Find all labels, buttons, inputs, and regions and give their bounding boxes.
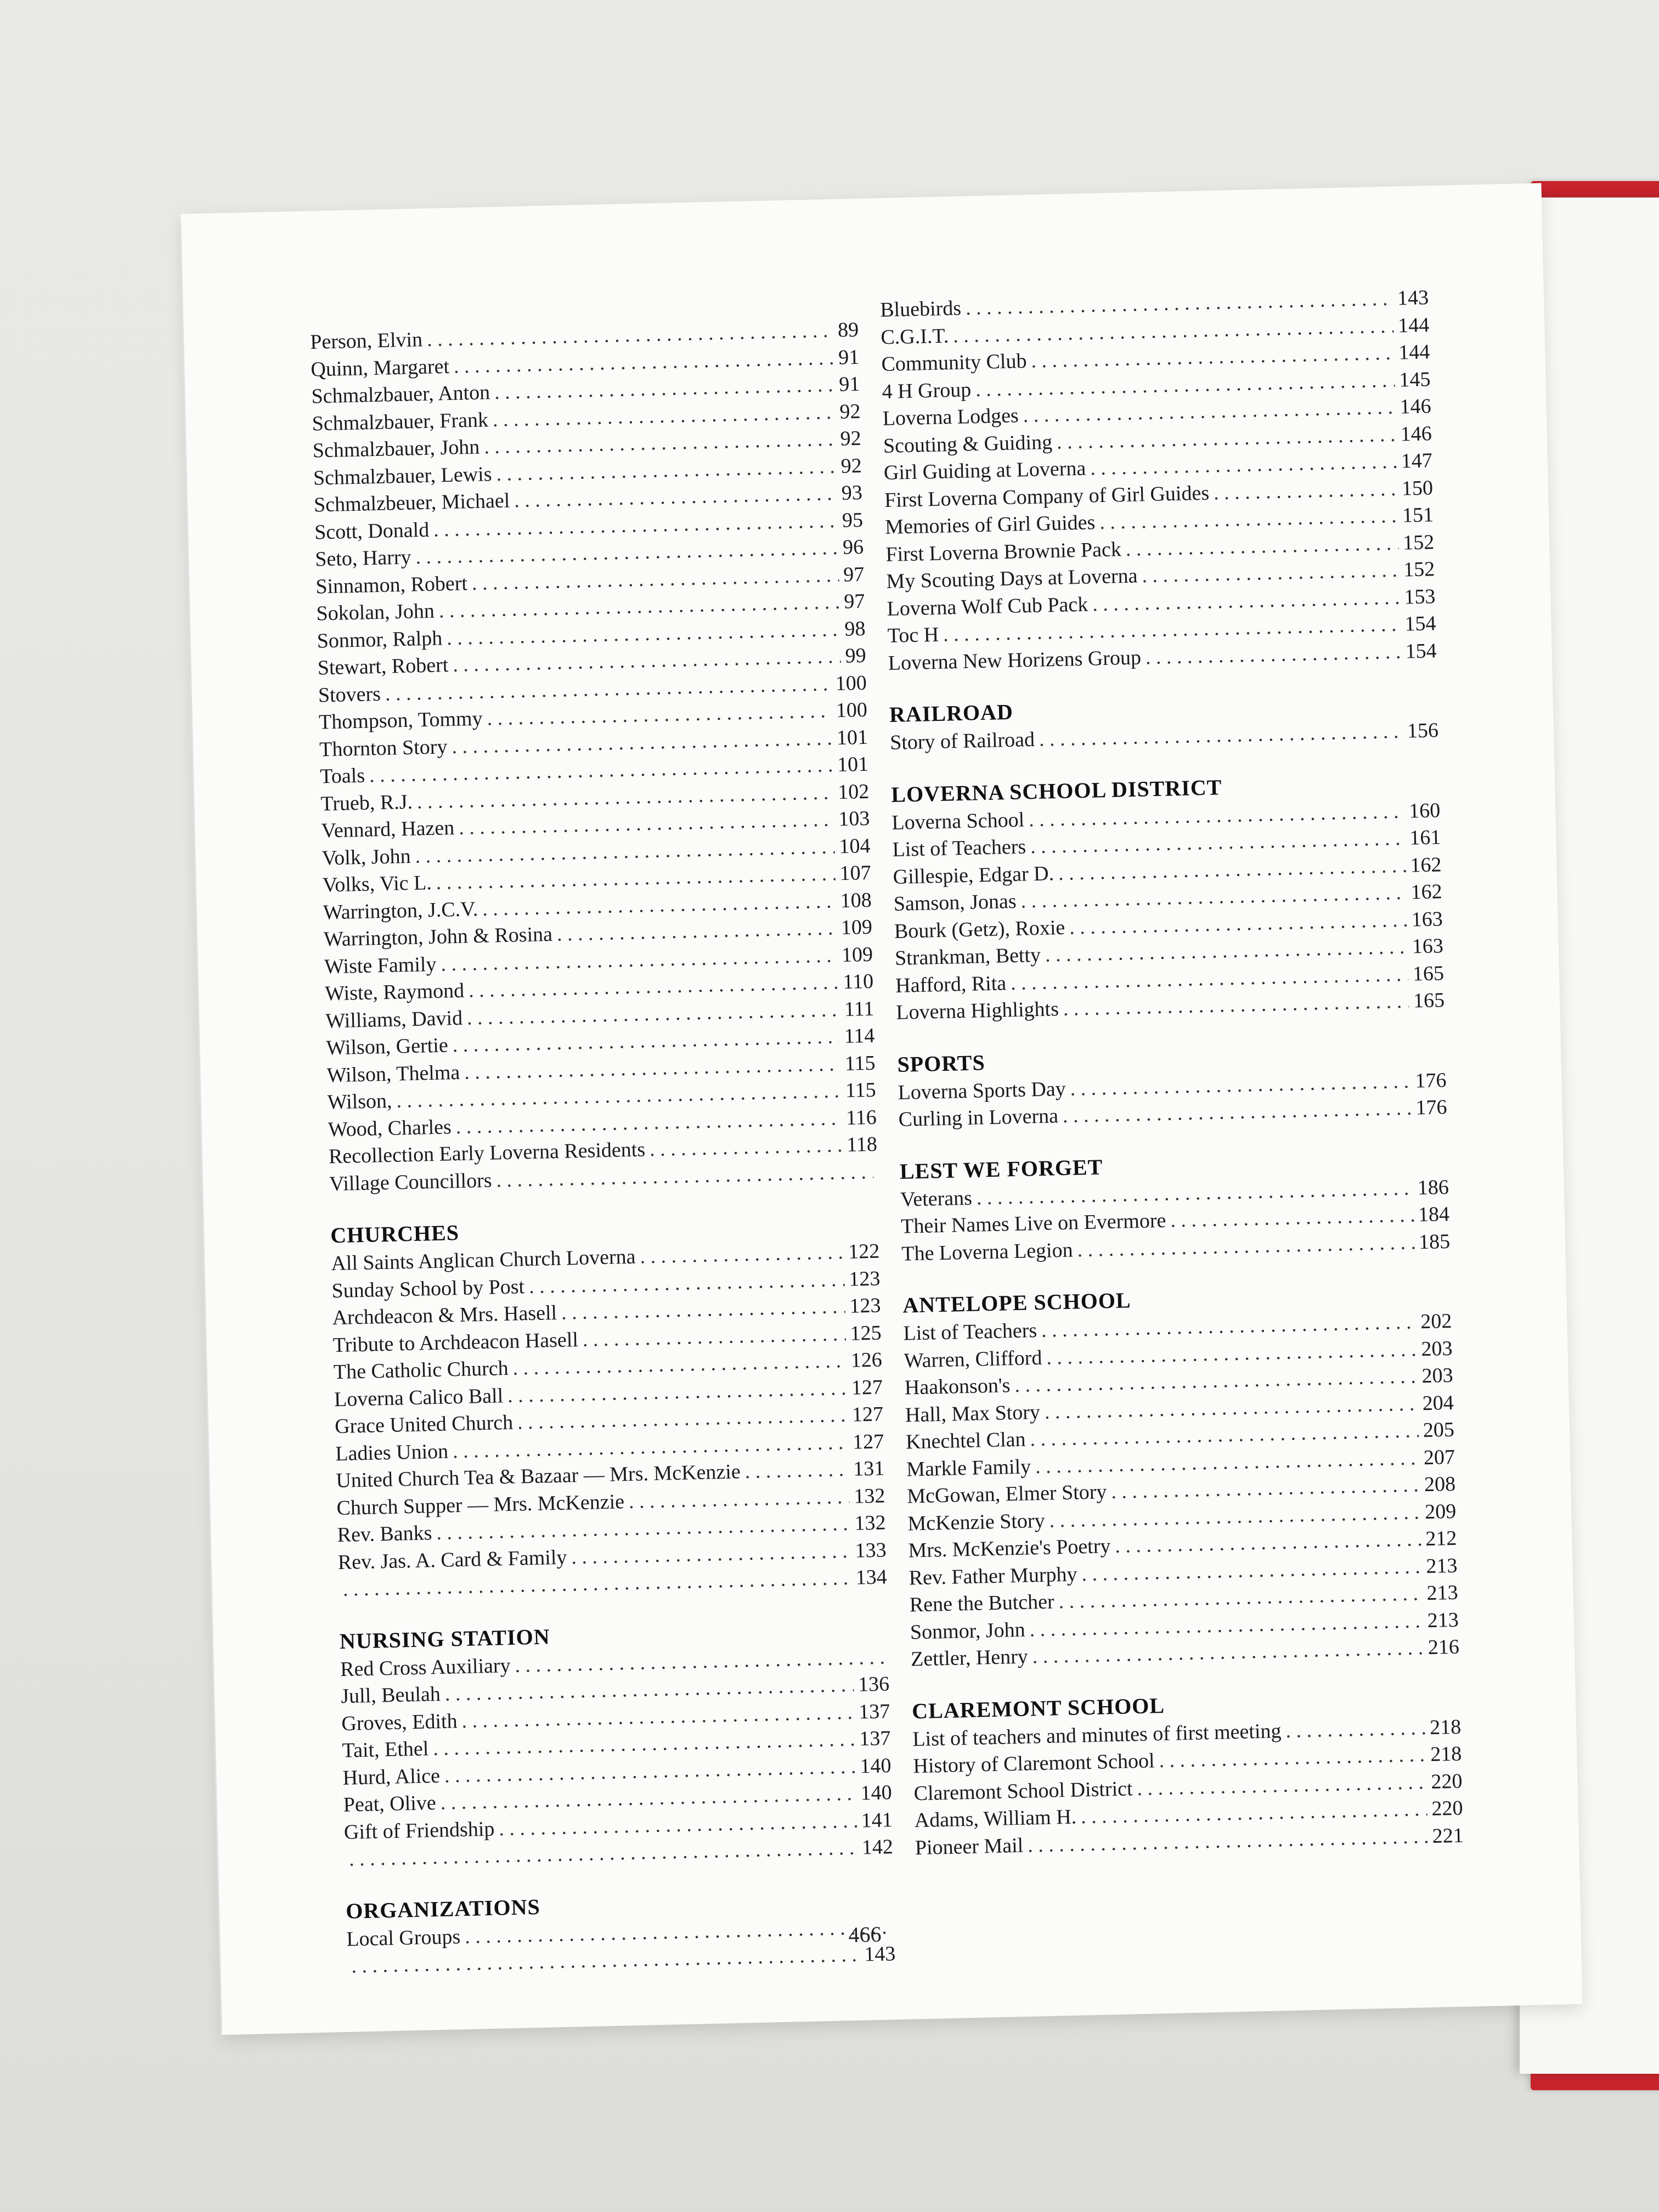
entry-title: Community Club [881,349,1027,376]
entry-title: Zettler, Henry [910,1645,1029,1671]
entry-page-number: 150 [1401,476,1434,500]
entry-title: List of teachers and minutes of first meeting [912,1719,1282,1751]
entry-page-number: 220 [1431,1796,1464,1821]
entry-page-number: 102 [837,780,870,804]
entry-page-number: 111 [844,997,874,1021]
entry-page-number: 203 [1421,1363,1454,1388]
entry-page-number: 131 [853,1457,885,1481]
entry-page-number: 118 [846,1132,878,1156]
entry-page-number: 127 [851,1375,883,1400]
entry-page-number: 162 [1410,880,1443,904]
entry-title: Wilson, Thelma [326,1060,460,1087]
entry-page-number: 125 [850,1321,882,1345]
entry-page-number: 126 [850,1348,883,1372]
entry-title: Loverna New Horizens Group [888,646,1142,675]
entry-title: Warrington, John & Rosina [323,922,553,951]
entry-page-number: 162 [1410,853,1442,877]
entry-page-number: 134 [855,1565,888,1589]
entry-title: United Church Tea & Bazaar — Mrs. McKenzie [335,1460,741,1493]
entry-title: Scott, Donald [314,518,430,544]
entry-page-number: 203 [1421,1336,1453,1361]
entry-page-number: 163 [1411,907,1443,931]
entry-title: Thompson, Tommy [318,707,483,734]
section-heading: LOVERNA SCHOOL DISTRICT [890,774,1222,807]
entry-title: My Scouting Days at Loverna [886,564,1138,594]
entry-title: 4 H Group [882,377,972,403]
entry-page-number: 216 [1427,1635,1460,1660]
entry-title: Samson, Jonas [893,889,1017,916]
entry-page-number: 207 [1423,1445,1455,1469]
entry-page-number: 184 [1418,1203,1450,1227]
entry-page-number: 205 [1423,1418,1455,1442]
entry-title: Sokolan, John [316,599,435,625]
entry-title: Vennard, Hazen [321,816,455,843]
entry-page-number: 176 [1415,1096,1448,1120]
entry-page-number: 115 [844,1051,876,1075]
entry-page-number: 218 [1429,1715,1462,1739]
entry-title: Grace United Church [334,1410,514,1438]
entry-title: Sonmor, John [910,1618,1026,1644]
entry-title: Jull, Beulah [340,1682,441,1708]
entry-page-number: 91 [838,345,860,369]
entry-page-number: 152 [1402,530,1435,555]
entry-page-number: 136 [857,1672,890,1696]
entry-title: Pioneer Mail [915,1833,1024,1859]
entry-page-number: 92 [840,454,862,478]
dot-leader [1145,638,1401,671]
entry-page-number: 154 [1404,612,1436,636]
entry-title: All Saints Anglican Church Loverna [331,1245,636,1276]
page-number: 466 [848,1921,882,1948]
entry-page-number: 97 [843,589,865,613]
entry-title: Toc H [887,623,939,647]
entry-page-number: 176 [1414,1068,1447,1092]
entry-title: The Loverna Legion [901,1238,1074,1266]
entry-title: Local Groups [346,1925,461,1951]
entry-title: Hurd, Alice [342,1764,441,1790]
entry-page-number: 165 [1413,989,1445,1013]
entry-title: Volk, John [321,844,411,870]
entry-title: List of Teachers [903,1319,1037,1345]
entry-title: Schmalzbauer, Anton [311,381,490,408]
entry-title: Volks, Vic L. [322,871,432,897]
entry-page-number: 140 [860,1781,893,1805]
entry-title: Toals [319,764,365,788]
entry-title: List of Teachers [892,835,1026,861]
entry-title: Wood, Charles [328,1115,452,1141]
entry-title: Thornton Story [319,735,448,761]
entry-title: Warrington, J.C.V. [323,897,478,924]
entry-page-number: 99 [845,644,867,668]
entry-title: Rev. Jas. A. Card & Family [337,1545,567,1574]
entry-title: Rev. Father Murphy [909,1562,1077,1590]
entry-page-number: 218 [1430,1742,1462,1767]
entry-page-number: 142 [861,1835,894,1859]
entry-title: Wilson, [327,1089,393,1114]
entry-title: Peat, Olive [343,1791,437,1817]
entry-title: Claremont School District [913,1776,1133,1805]
entry-title: Village Councillors [329,1169,492,1195]
entry-page-number: 204 [1422,1391,1454,1415]
entry-title: Seto, Harry [314,545,411,571]
entry-title: Schmalzbauer, John [312,435,480,462]
entry-page-number: 220 [1430,1769,1463,1793]
entry-page-number: 165 [1412,961,1444,985]
dot-leader [628,1483,850,1515]
entry-page-number: 161 [1409,826,1441,850]
entry-page-number: 109 [841,943,873,967]
entry-page-number: 114 [844,1024,875,1048]
toc-left-column [310,317,896,1980]
entry-title: Bourk (Getz), Roxie [894,916,1065,943]
entry-title: Tait, Ethel [342,1737,429,1763]
entry-page-number: 137 [858,1699,890,1724]
entry-page-number: 132 [853,1483,885,1508]
entry-page-number: 152 [1403,557,1435,582]
entry-title: Loverna Wolf Cub Pack [887,592,1088,620]
entry-title: Schmalzbeuer, Michael [313,489,510,517]
entry-page-number: 103 [838,806,870,831]
entry-page-number: 209 [1424,1499,1457,1523]
entry-page-number: 92 [839,399,861,424]
entry-page-number: 144 [1397,313,1430,337]
entry-page-number: 137 [859,1726,891,1751]
entry-page-number: 154 [1405,639,1437,663]
entry-title: Loverna School [891,808,1025,834]
entry-page-number: 101 [836,725,868,749]
entry-page-number: 92 [840,426,862,450]
entry-title: Sunday School by Post [331,1274,525,1302]
entry-page-number: 185 [1418,1229,1451,1254]
entry-title: Warren, Clifford [904,1346,1042,1373]
entry-page-number: 213 [1426,1581,1459,1605]
entry-title: Loverna Sports Day [898,1077,1066,1104]
entry-title: Hall, Max Story [905,1400,1041,1427]
entry-title: Wilson, Gertie [326,1034,449,1060]
entry-title: First Loverna Company of Girl Guides [884,481,1210,512]
dot-leader [640,1239,844,1271]
entry-title: Wiste, Raymond [324,979,465,1006]
entry-title: Curling in Loverna [898,1104,1059,1131]
entry-page-number: 153 [1403,584,1436,609]
dot-leader [1285,1714,1426,1745]
entry-title: Tribute to Archdeacon Hasell [332,1328,579,1357]
entry-page-number: 143 [1397,286,1429,310]
section-heading: NURSING STATION [339,1623,551,1654]
entry-title: McGowan, Elmer Story [906,1480,1107,1508]
toc-right-column [880,284,1464,1861]
entry-page-number: 97 [843,562,865,586]
section-heading: RAILROAD [889,699,1014,727]
entry-title: Person, Elvin [309,328,423,354]
entry-title: Markle Family [906,1454,1031,1481]
entry-title: Archdeacon & Mrs. Hasell [332,1301,557,1330]
entry-title: Strankman, Betty [894,943,1041,970]
entry-title: Red Cross Auxiliary [340,1654,511,1681]
entry-page-number: 115 [845,1078,877,1102]
entry-page-number: 96 [842,535,864,559]
entry-title: Sonmor, Ralph [317,626,443,653]
section-heading: LEST WE FORGET [899,1154,1103,1184]
entry-page-number: 213 [1426,1554,1458,1578]
entry-page-number: 143 [864,1942,896,1966]
entry-title: Recollection Early Loverna Residents [328,1138,646,1169]
entry-title: Story of Railroad [889,727,1035,754]
entry-page-number: 110 [843,969,874,994]
entry-title: Church Supper — Mrs. McKenzie [336,1489,625,1520]
entry-page-number: 95 [842,508,864,532]
entry-page-number: 147 [1401,449,1433,473]
entry-page-number: 141 [861,1808,893,1832]
entry-title: Loverna Calico Ball [334,1384,504,1411]
entry-title: Ladies Union [335,1440,449,1465]
entry-title: Loverna Highlights [895,997,1059,1024]
entry-page-number: 107 [839,861,872,885]
entry-title: Loverna Lodges [882,404,1019,431]
section-heading: SPORTS [896,1049,986,1077]
entry-page-number: 123 [849,1294,881,1318]
entry-title: Trueb, R.J. [320,790,413,815]
entry-title: Knechtel Clan [905,1427,1026,1454]
entry-page-number: 108 [840,888,872,912]
dot-leader [744,1456,849,1486]
entry-title: McKenzie Story [907,1509,1046,1536]
entry-title: Schmalzbauer, Lewis [313,462,492,490]
entry-title: Sinnamon, Robert [315,571,468,599]
entry-page-number: 127 [852,1430,884,1454]
entry-title: Bluebirds [879,296,962,322]
entry-page-number: 98 [844,617,866,641]
entry-page-number: 144 [1398,340,1430,364]
entry-page-number: 151 [1402,503,1434,527]
entry-page-number: 221 [1432,1824,1464,1848]
section-heading: CHURCHES [330,1220,460,1248]
entry-title: The Catholic Church [333,1357,509,1384]
entry-page-number: 116 [845,1105,877,1130]
book-page [181,183,1583,2035]
entry-page-number: 109 [840,915,873,940]
entry-page-number: 160 [1408,798,1441,822]
entry-page-number: 93 [841,481,863,505]
entry-page-number: 122 [848,1239,880,1263]
entry-title: Rev. Banks [337,1521,432,1547]
entry-page-number: 145 [1398,367,1431,392]
entry-page-number: 100 [835,671,867,695]
entry-title: Adams, William H. [914,1805,1077,1832]
entry-title: Quinn, Margaret [311,354,450,381]
entry-title: Groves, Edith [341,1709,458,1735]
dot-leader [1214,475,1398,506]
section-heading: CLAREMONT SCHOOL [911,1692,1165,1723]
entry-title: Stewart, Robert [317,653,449,680]
entry-title: Wiste Family [324,952,437,978]
entry-title: Mrs. McKenzie's Poetry [908,1534,1111,1562]
entry-page-number: 213 [1427,1608,1459,1632]
entry-page-number: 101 [837,752,869,777]
entry-page-number: 100 [836,698,868,723]
entry-title: Stovers [318,682,381,707]
entry-page-number: 133 [855,1538,887,1562]
entry-page-number: 212 [1425,1526,1457,1551]
entry-page-number: 132 [854,1511,886,1535]
entry-title: Veterans [900,1186,973,1211]
entry-page-number: 140 [860,1753,891,1778]
entry-title: Hafford, Rita [895,971,1007,997]
entry-page-number: 208 [1424,1472,1456,1497]
section-heading: ORGANIZATIONS [345,1894,541,1923]
entry-title: C.G.I.T. [880,324,949,349]
entry-page-number: 146 [1400,394,1432,419]
entry-page-number: 104 [838,834,871,858]
entry-page-number: 89 [837,318,859,342]
entry-page-number: 91 [838,373,860,396]
entry-page-number: 123 [848,1267,881,1291]
entry-title: Their Names Live on Evermore [900,1209,1166,1238]
entry-title: Scouting & Guiding [883,430,1053,458]
entry-page-number: 156 [1407,719,1439,743]
entry-page-number: 202 [1420,1309,1452,1334]
dot-leader [650,1132,843,1163]
entry-page-number: 163 [1412,934,1444,958]
entry-title: Girl Guiding at Loverna [883,456,1086,485]
entry-title: Rene the Butcher [909,1590,1055,1617]
entry-page-number: 127 [851,1402,884,1426]
entry-page-number: 146 [1400,421,1432,446]
entry-title: Gillespie, Edgar D. [893,861,1054,889]
entry-page-number: 186 [1417,1175,1449,1199]
entry-title: Schmalzbauer, Frank [312,408,489,436]
section-heading: ANTELOPE SCHOOL [902,1288,1132,1318]
entry-title: First Loverna Brownie Pack [885,537,1122,566]
entry-title: Gift of Friendship [343,1817,495,1844]
entry-title: Memories of Girl Guides [884,511,1096,539]
entry-title: Williams, David [325,1006,463,1032]
entry-title: Haakonson's [904,1374,1011,1400]
entry-title: History of Claremont School [913,1749,1155,1778]
